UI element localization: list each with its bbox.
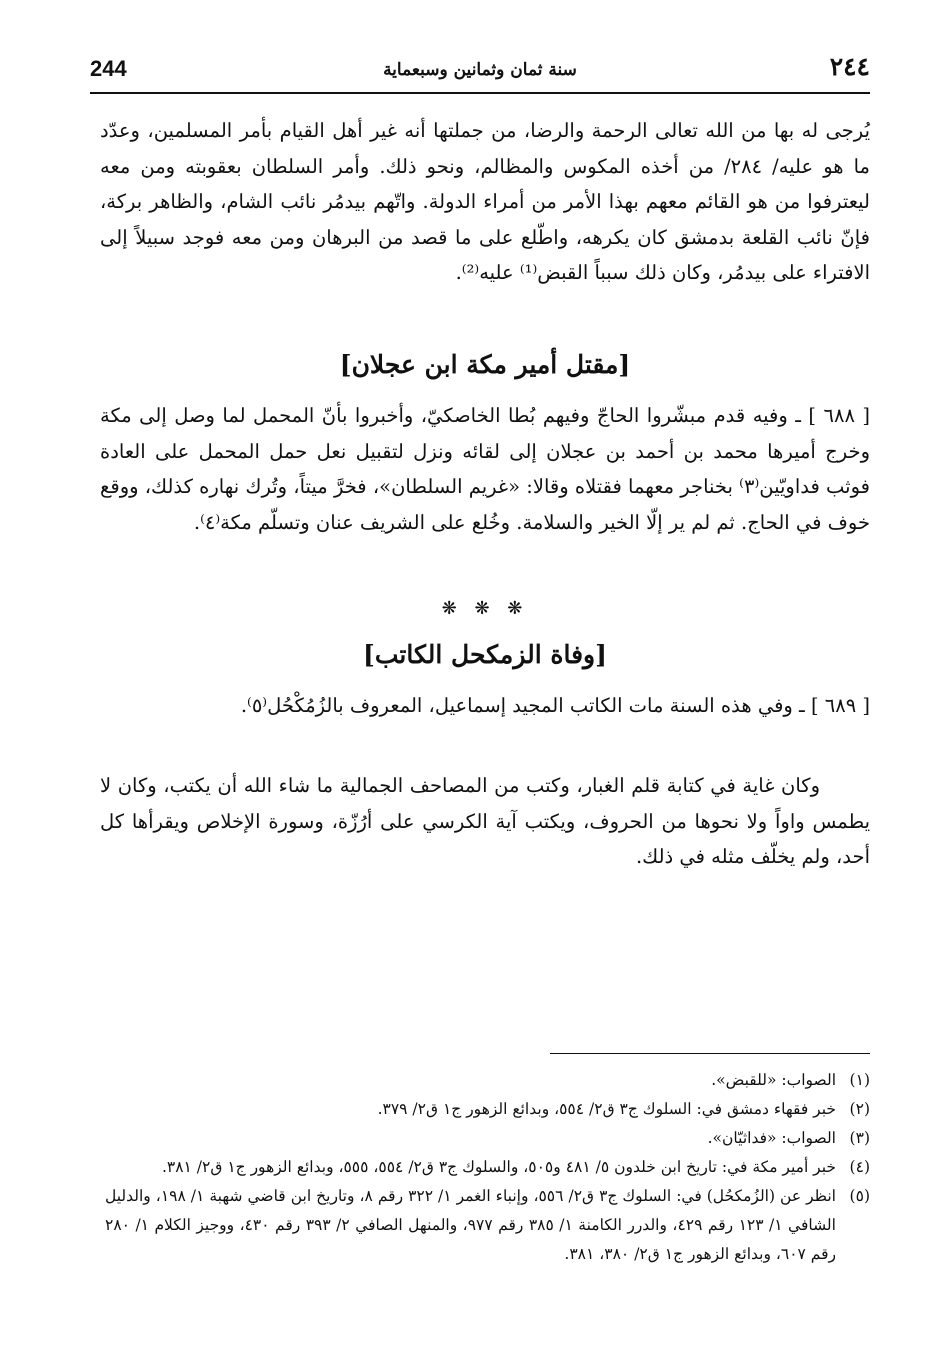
page-number-arabic: ٢٤٤ <box>829 52 870 81</box>
section-separator: ❋ ❋ ❋ <box>441 598 529 619</box>
section-heading-mecca-emir: [مقتل أمير مكة ابن عجلان] <box>339 350 631 379</box>
section-heading-zumkuhul: [وفاة الزمكحل الكاتب] <box>363 640 607 669</box>
footnote-number: (٢) <box>849 1100 870 1118</box>
footnote-text: خبر فقهاء دمشق في: السلوك ج٣ ق٢/ ٥٥٤، وبدائع الزهور ج١ ق٢/ ٣٧٩. <box>377 1100 836 1118</box>
entry-689 <box>100 688 870 724</box>
entry-text: [ ٦٨٨ ] ـ وفيه قدم مبشّروا الحاجّ وفيهم بُطا الخاصكيّ، وأخبروا بأنّ المحمل لما وصل إلى مكة وخرج أميرها محمد بن أحمد بن عجلان إلى لقائه ونزل لتقبيل نعل حمل المحمل على العادة فوثب فداويّين⁽٣⁾ بخناجر معهما فقتلاه وقالا: «غريم السلطان»، فخرَّ ميتاً، وتُرك نهاره كذلك، ووقع خوف في الحاج. ثم لم ير إلّا الخير والسلامة. وخُلع على الشريف عنان وتسلّم مكة⁽٤⁾. <box>100 404 870 534</box>
footnote-divider <box>550 1053 870 1054</box>
footnote-text: الصواب: «للقبض». <box>711 1071 836 1089</box>
footnote-number: (٥) <box>849 1187 870 1205</box>
footnote-text: خبر أمير مكة في: تاريخ ابن خلدون ٥/ ٤٨١ و٥٠٥، والسلوك ج٣ ق٢/ ٥٥٤، ٥٥٥، وبدائع الزهور ج١ ق٢/ ٣٨١. <box>161 1158 836 1176</box>
paragraph-text: يُرجى له بها من الله تعالى الرحمة والرضا، من جملتها أنه غير أهل القيام بأمر المسلمين، وعدّد ما هو عليه/ ٢٨٤/ من أخذه المكوس والمظالم، ونحو ذلك. وأمر السلطان بعقوبته ومن معه ليعترفوا من هو القائم معهم بهذا الأمر من أمراء الدولة. واتّهم بيدمُر نائب الشام، والظاهر بركة، فإنّ نائب القلعة بدمشق كان يكرهه، واطّلع على ما قصد من البرهان ومن معه فوجد سبيلاً إلى الافتراء على بيدمُر، وكان ذلك سبباً القبض⁽¹⁾ عليه⁽²⁾. <box>100 119 870 284</box>
paragraph-zumkuhul-details <box>100 768 870 875</box>
footnote <box>105 1095 870 1124</box>
footnotes <box>105 1066 870 1269</box>
footnote-text: انظر عن (الزُمكحُل) في: السلوك ج٣ ق٢/ ٥٥٦، وإنباء الغمر ١/ ٣٢٢ رقم ٨، وتاريخ ابن قاضي شهبة ١/ ١٩٨، والدليل الشافي ١/ ١٢٣ رقم ٤٢٩، والدرر الكامنة ١/ ٣٨٥ رقم ٩٧٧، والمنهل الصافي ٢/ ٣٩٣ رقم ٤٣٠، ووجيز الكلام ١/ ٢٨٠ رقم ٦٠٧، وبدائع الزهور ج١ ق٢/ ٣٨٠، ٣٨١. <box>105 1187 836 1263</box>
running-title: سنة ثمان وثمانين وسبعماية <box>383 60 577 80</box>
paragraph-intro <box>100 113 870 291</box>
footnote-text: الصواب: «فداثيّان». <box>707 1129 836 1147</box>
entry-text: [ ٦٨٩ ] ـ وفي هذه السنة مات الكاتب المجيد إسماعيل، المعروف بالزُمُكْحُل⁽٥⁾. <box>240 694 870 717</box>
footnote-number: (٤) <box>849 1158 870 1176</box>
paragraph-text: وكان غاية في كتابة قلم الغبار، وكتب من المصاحف الجمالية ما شاء الله أن يكتب، وكان لا يطمس واواً ولا نحوها من الحروف، ويكتب آية الكرسي على أرُزّة، وسورة الإخلاص ويقرأها كل أحد، ولم يخلّف مثله في ذلك. <box>100 774 870 868</box>
footnote-number: (١) <box>849 1071 870 1089</box>
footnote <box>105 1124 870 1153</box>
footnote <box>105 1182 870 1269</box>
page-number-latin: 244 <box>90 56 127 81</box>
footnote-number: (٣) <box>849 1129 870 1147</box>
footnote <box>105 1153 870 1182</box>
entry-688 <box>100 398 870 540</box>
page-header <box>90 52 870 94</box>
footnote <box>105 1066 870 1095</box>
